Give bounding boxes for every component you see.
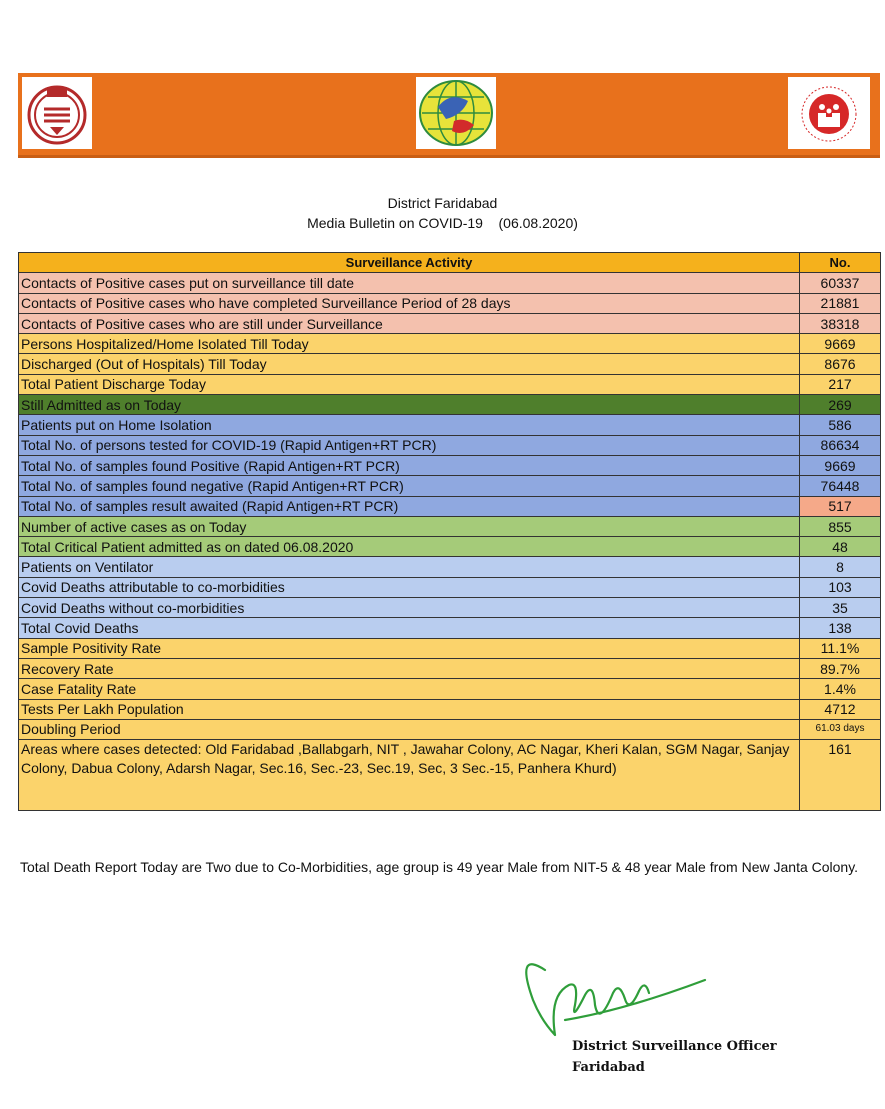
- table-row: [19, 598, 881, 618]
- haryana-emblem-icon: [22, 77, 92, 149]
- table-row: [19, 395, 881, 415]
- row-value: 76448: [800, 476, 881, 496]
- officer-title: District Surveillance Officer: [572, 1039, 777, 1054]
- officer-place: Faridabad: [572, 1060, 645, 1075]
- table-row: [19, 476, 881, 496]
- table-row: [19, 334, 881, 354]
- row-label: Contacts of Positive cases put on surveillance till date: [19, 273, 800, 293]
- row-value: 217: [800, 374, 881, 394]
- table-row: [19, 293, 881, 313]
- row-label: Total No. of persons tested for COVID-19 (Rapid Antigen+RT PCR): [19, 435, 800, 455]
- row-label: Areas where cases detected: Old Faridabad ,Ballabgarh, NIT , Jawahar Colony, AC Nagar, Kheri Kalan, SGM Nagar, Sanjay Colony, Dabua Colony, Adarsh Nagar, Sec.16, Sec.-23, Sec.19, Sec, 3 Sec.-15, Panhera Khurd): [19, 740, 800, 811]
- row-label: Patients put on Home Isolation: [19, 415, 800, 435]
- table-row: [19, 719, 881, 739]
- row-value: 89.7%: [800, 658, 881, 678]
- row-value: 586: [800, 415, 881, 435]
- row-value: 4712: [800, 699, 881, 719]
- table-row: [19, 557, 881, 577]
- table-row: [19, 537, 881, 557]
- table-row: [19, 435, 881, 455]
- row-label: Doubling Period: [19, 719, 800, 739]
- table-row: [19, 638, 881, 658]
- district-title: District Faridabad: [387, 195, 498, 211]
- row-value: 9669: [800, 334, 881, 354]
- row-label: Patients on Ventilator: [19, 557, 800, 577]
- row-value: 517: [800, 496, 881, 516]
- row-label: Total Covid Deaths: [19, 618, 800, 638]
- row-label: Covid Deaths attributable to co-morbidities: [19, 577, 800, 597]
- row-value: 855: [800, 516, 881, 536]
- table-row: [19, 658, 881, 678]
- row-value: 60337: [800, 273, 881, 293]
- row-label: Contacts of Positive cases who are still under Surveillance: [19, 313, 800, 333]
- officer-text: [572, 1036, 777, 1078]
- signature-icon: [505, 950, 725, 1040]
- table-row: [19, 354, 881, 374]
- table-row: [19, 516, 881, 536]
- globe-logo-icon: [416, 77, 496, 149]
- row-value: 35: [800, 598, 881, 618]
- row-label: Number of active cases as on Today: [19, 516, 800, 536]
- row-value: 8: [800, 557, 881, 577]
- row-label: Total Patient Discharge Today: [19, 374, 800, 394]
- table-row: [19, 374, 881, 394]
- row-label: Case Fatality Rate: [19, 679, 800, 699]
- table-row: [19, 455, 881, 475]
- row-value: 11.1%: [800, 638, 881, 658]
- bulletin-title: Media Bulletin on COVID-19 (06.08.2020): [307, 215, 578, 231]
- row-value: 8676: [800, 354, 881, 374]
- row-label: Total No. of samples found Positive (Rapid Antigen+RT PCR): [19, 455, 800, 475]
- row-value: 38318: [800, 313, 881, 333]
- row-value: 48: [800, 537, 881, 557]
- row-label: Total No. of samples result awaited (Rapid Antigen+RT PCR): [19, 496, 800, 516]
- row-label: Total Critical Patient admitted as on dated 06.08.2020: [19, 537, 800, 557]
- signature-block: [505, 950, 785, 1080]
- table-row: [19, 740, 881, 811]
- column-header-no: No.: [800, 253, 881, 273]
- table-row: [19, 679, 881, 699]
- row-label: Discharged (Out of Hospitals) Till Today: [19, 354, 800, 374]
- table-row: [19, 496, 881, 516]
- surveillance-table: [18, 252, 881, 811]
- row-value: 161: [800, 740, 881, 811]
- table-row: [19, 313, 881, 333]
- row-value: 21881: [800, 293, 881, 313]
- table-row: [19, 415, 881, 435]
- row-label: Still Admitted as on Today: [19, 395, 800, 415]
- row-value: 61.03 days: [800, 719, 881, 739]
- row-label: Sample Positivity Rate: [19, 638, 800, 658]
- row-label: Tests Per Lakh Population: [19, 699, 800, 719]
- national-health-mission-logo-icon: [788, 77, 870, 149]
- table-row: [19, 577, 881, 597]
- column-header-activity: Surveillance Activity: [19, 253, 800, 273]
- row-label: Covid Deaths without co-morbidities: [19, 598, 800, 618]
- row-value: 138: [800, 618, 881, 638]
- table-row: [19, 618, 881, 638]
- row-value: 269: [800, 395, 881, 415]
- row-value: 86634: [800, 435, 881, 455]
- row-label: Contacts of Positive cases who have completed Surveillance Period of 28 days: [19, 293, 800, 313]
- row-label: Persons Hospitalized/Home Isolated Till Today: [19, 334, 800, 354]
- table-header-row: [19, 253, 881, 273]
- header-banner: [18, 73, 880, 158]
- row-value: 9669: [800, 455, 881, 475]
- table-row: [19, 273, 881, 293]
- row-label: Total No. of samples found negative (Rapid Antigen+RT PCR): [19, 476, 800, 496]
- row-value: 1.4%: [800, 679, 881, 699]
- row-value: 103: [800, 577, 881, 597]
- death-report-note: Total Death Report Today are Two due to Co-Morbidities, age group is 49 year Male from NIT-5 & 48 year Male from New Janta Colony.: [20, 859, 859, 875]
- row-label: Recovery Rate: [19, 658, 800, 678]
- table-row: [19, 699, 881, 719]
